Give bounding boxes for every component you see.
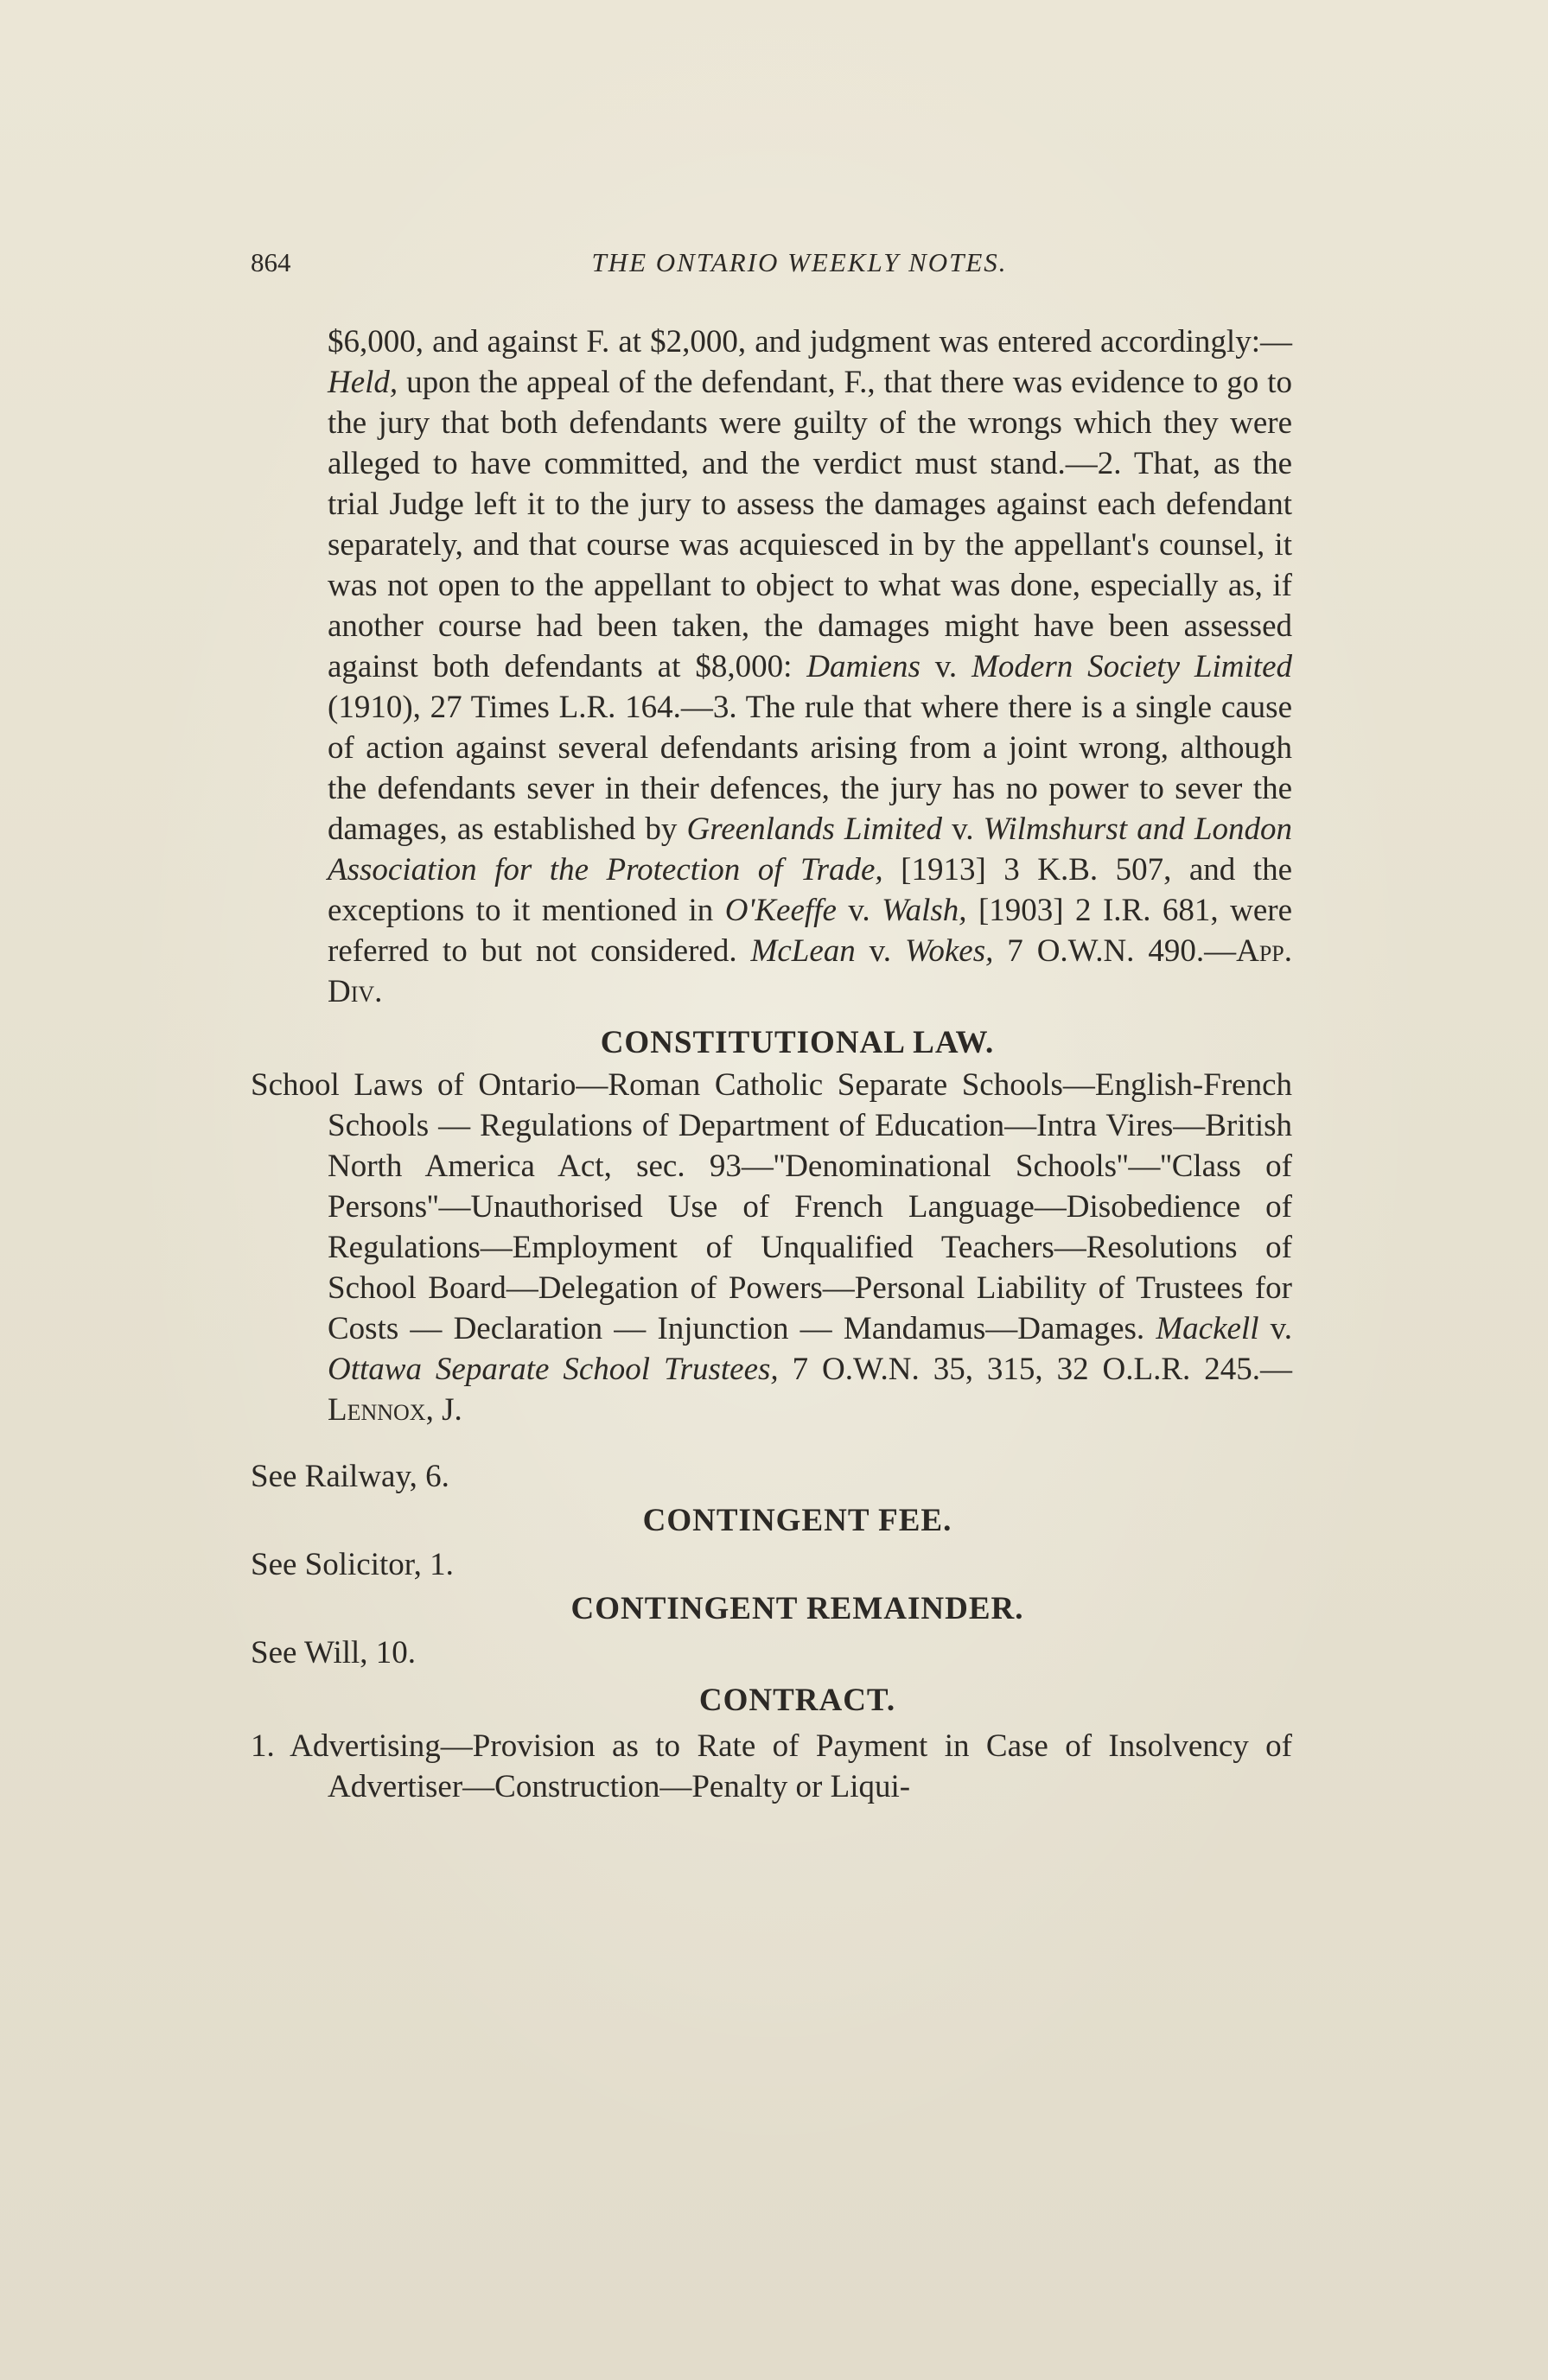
case-name: O'Keeffe <box>724 893 837 928</box>
case-name: McLean <box>750 933 856 969</box>
heading-contingent-remainder: CONTINGENT REMAINDER. <box>570 1591 1024 1626</box>
see-reference-solicitor: See Solicitor, 1. <box>251 1547 454 1582</box>
case-name: Greenlands Limited <box>686 811 942 847</box>
versus: v. <box>836 893 882 928</box>
text-segment: 7 O.W.N. 490.— <box>993 933 1237 969</box>
court-abbreviation: App. Div. <box>328 933 1292 1009</box>
text-segment: (1910), 27 Times L.R. 164.—3. The rule that where there is a single cause of action against several defendants arising from a joint wrong, although the defendants sever in their defences, the jury has no power to sever the damages, as established by <box>328 690 1292 847</box>
continued-paragraph <box>328 321 1292 1012</box>
case-name: Walsh, <box>882 893 967 928</box>
versus: v. <box>1258 1311 1292 1346</box>
digest-entry <box>251 1065 1292 1430</box>
heading-contingent-fee: CONTINGENT FEE. <box>642 1503 952 1538</box>
running-title: THE ONTARIO WEEKLY NOTES. <box>591 247 1008 277</box>
see-reference-railway: See Railway, 6. <box>251 1459 449 1494</box>
versus: v. <box>920 649 972 684</box>
held-word: Held, <box>328 365 398 400</box>
running-head <box>251 244 1314 282</box>
citation: 7 O.W.N. 35, 315, 32 O.L.R. 245.— <box>778 1352 1292 1387</box>
see-reference-will: See Will, 10. <box>251 1635 417 1670</box>
text-segment: [1903] 2 I.R. 681, were referred to but not considered. <box>328 893 1292 969</box>
text-segment: upon the appeal of the defendant, F., that there was evidence to go to the jury that both defendants were guilty of the wrongs which they were alleged to have committed, and the verdict must stand.—2. That, as the trial Judge left it to the jury to assess the damages against each defendant separately, and that course was acquiesced in by the appellant's counsel, it was not open to the appellant to object to what was done, especially as, if another course had been taken, the damages might have been assessed against both defendants at $8,000: <box>328 365 1292 684</box>
versus: v. <box>941 811 984 847</box>
contract-entry: 1. Advertising—Provision as to Rate of Payment in Case of Insolvency of Advertiser—Construction—Penalty or Liqui- <box>251 1728 1292 1804</box>
entry-text: School Laws of Ontario—Roman Catholic Separate Schools—English-French Schools — Regulations of Department of Education—Intra Vires—British North America Act, sec. 93—''Denominational Schools''—''Class of Persons''—Unauthorised Use of French Language—Disobedience of Regulations—Employment of Unqualified Teachers—Resolutions of School Board—Delegation of Powers—Personal Liability of Trustees for Costs — Declaration — Injunction — Mandamus—Damages. <box>251 1067 1292 1346</box>
page-number: 864 <box>251 247 291 277</box>
text-segment: [1913] 3 K.B. 507, and the exceptions to it mentioned in <box>328 852 1292 928</box>
text-segment: $6,000, and against F. at $2,000, and judgment was entered accordingly:— <box>328 324 1292 360</box>
heading-contract: CONTRACT. <box>698 1683 896 1718</box>
case-name: Wokes, <box>904 933 994 969</box>
text-block <box>251 321 1292 1807</box>
case-name: Modern Society Limited <box>971 649 1292 684</box>
judge-name: Lennox, J. <box>328 1392 462 1428</box>
case-name: Mackell <box>1156 1311 1259 1346</box>
case-name: Damiens <box>806 649 921 684</box>
versus: v. <box>855 933 905 969</box>
case-name: Ottawa Separate School Trustees, <box>328 1352 779 1387</box>
contract-entries <box>251 1726 1292 1807</box>
case-name: Wilmshurst and London Association for the Protection of Trade, <box>328 811 1292 888</box>
heading-constitutional-law: CONSTITUTIONAL LAW. <box>600 1025 995 1060</box>
